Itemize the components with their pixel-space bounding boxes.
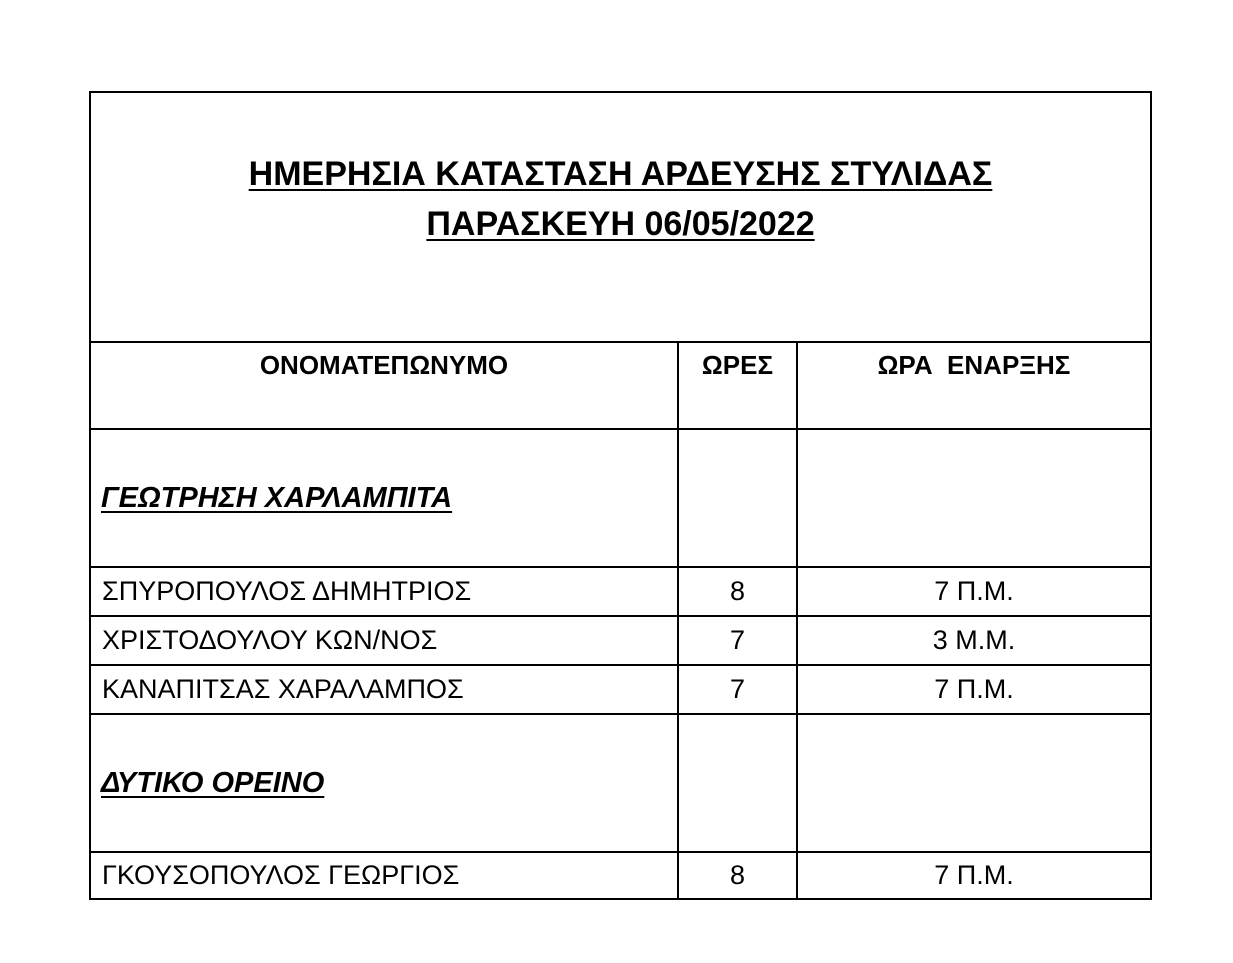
irrigation-status-table xyxy=(89,91,1152,900)
title-line-2: ΠΑΡΑΣΚΕΥΗ 06/05/2022 xyxy=(426,205,815,243)
table-row xyxy=(90,852,1151,899)
empty-cell xyxy=(797,429,1151,567)
title-line-1: ΗΜΕΡΗΣΙΑ ΚΑΤΑΣΤΑΣΗ ΑΡΔΕΥΣΗΣ ΣΤΥΛΙΔΑΣ xyxy=(248,155,993,193)
start-time-value: 7 Π.Μ. xyxy=(797,665,1151,714)
person-name: ΧΡΙΣΤΟΔΟΥΛΟΥ ΚΩΝ/ΝΟΣ xyxy=(90,616,678,665)
table-row xyxy=(90,616,1151,665)
section-label: ΓΕΩΤΡΗΣΗ ΧΑΡΛΑΜΠΙΤΑ xyxy=(90,429,678,567)
start-time-value: 7 Π.Μ. xyxy=(797,567,1151,616)
start-time-value: 3 Μ.Μ. xyxy=(797,616,1151,665)
empty-cell xyxy=(797,714,1151,852)
column-header-hours: ΩΡΕΣ xyxy=(678,342,797,429)
document-title xyxy=(91,93,1150,249)
title-row xyxy=(90,92,1151,342)
start-time-value: 7 Π.Μ. xyxy=(797,852,1151,899)
section-row xyxy=(90,714,1151,852)
person-name: ΣΠΥΡΟΠΟΥΛΟΣ ΔΗΜΗΤΡΙΟΣ xyxy=(90,567,678,616)
section-label: ΔΥΤΙΚΟ ΟΡΕΙΝΟ xyxy=(90,714,678,852)
hours-value: 8 xyxy=(678,852,797,899)
table-row xyxy=(90,665,1151,714)
section-row xyxy=(90,429,1151,567)
hours-value: 7 xyxy=(678,665,797,714)
hours-value: 7 xyxy=(678,616,797,665)
title-cell xyxy=(90,92,1151,342)
column-header-name: ΟΝΟΜΑΤΕΠΩΝΥΜΟ xyxy=(90,342,678,429)
person-name: ΓΚΟΥΣΟΠΟΥΛΟΣ ΓΕΩΡΓΙΟΣ xyxy=(90,852,678,899)
empty-cell xyxy=(678,429,797,567)
header-row xyxy=(90,342,1151,429)
person-name: ΚΑΝΑΠΙΤΣΑΣ ΧΑΡΑΛΑΜΠΟΣ xyxy=(90,665,678,714)
table-row xyxy=(90,567,1151,616)
column-header-start-time: ΩΡΑ ΕΝΑΡΞΗΣ xyxy=(797,342,1151,429)
empty-cell xyxy=(678,714,797,852)
hours-value: 8 xyxy=(678,567,797,616)
